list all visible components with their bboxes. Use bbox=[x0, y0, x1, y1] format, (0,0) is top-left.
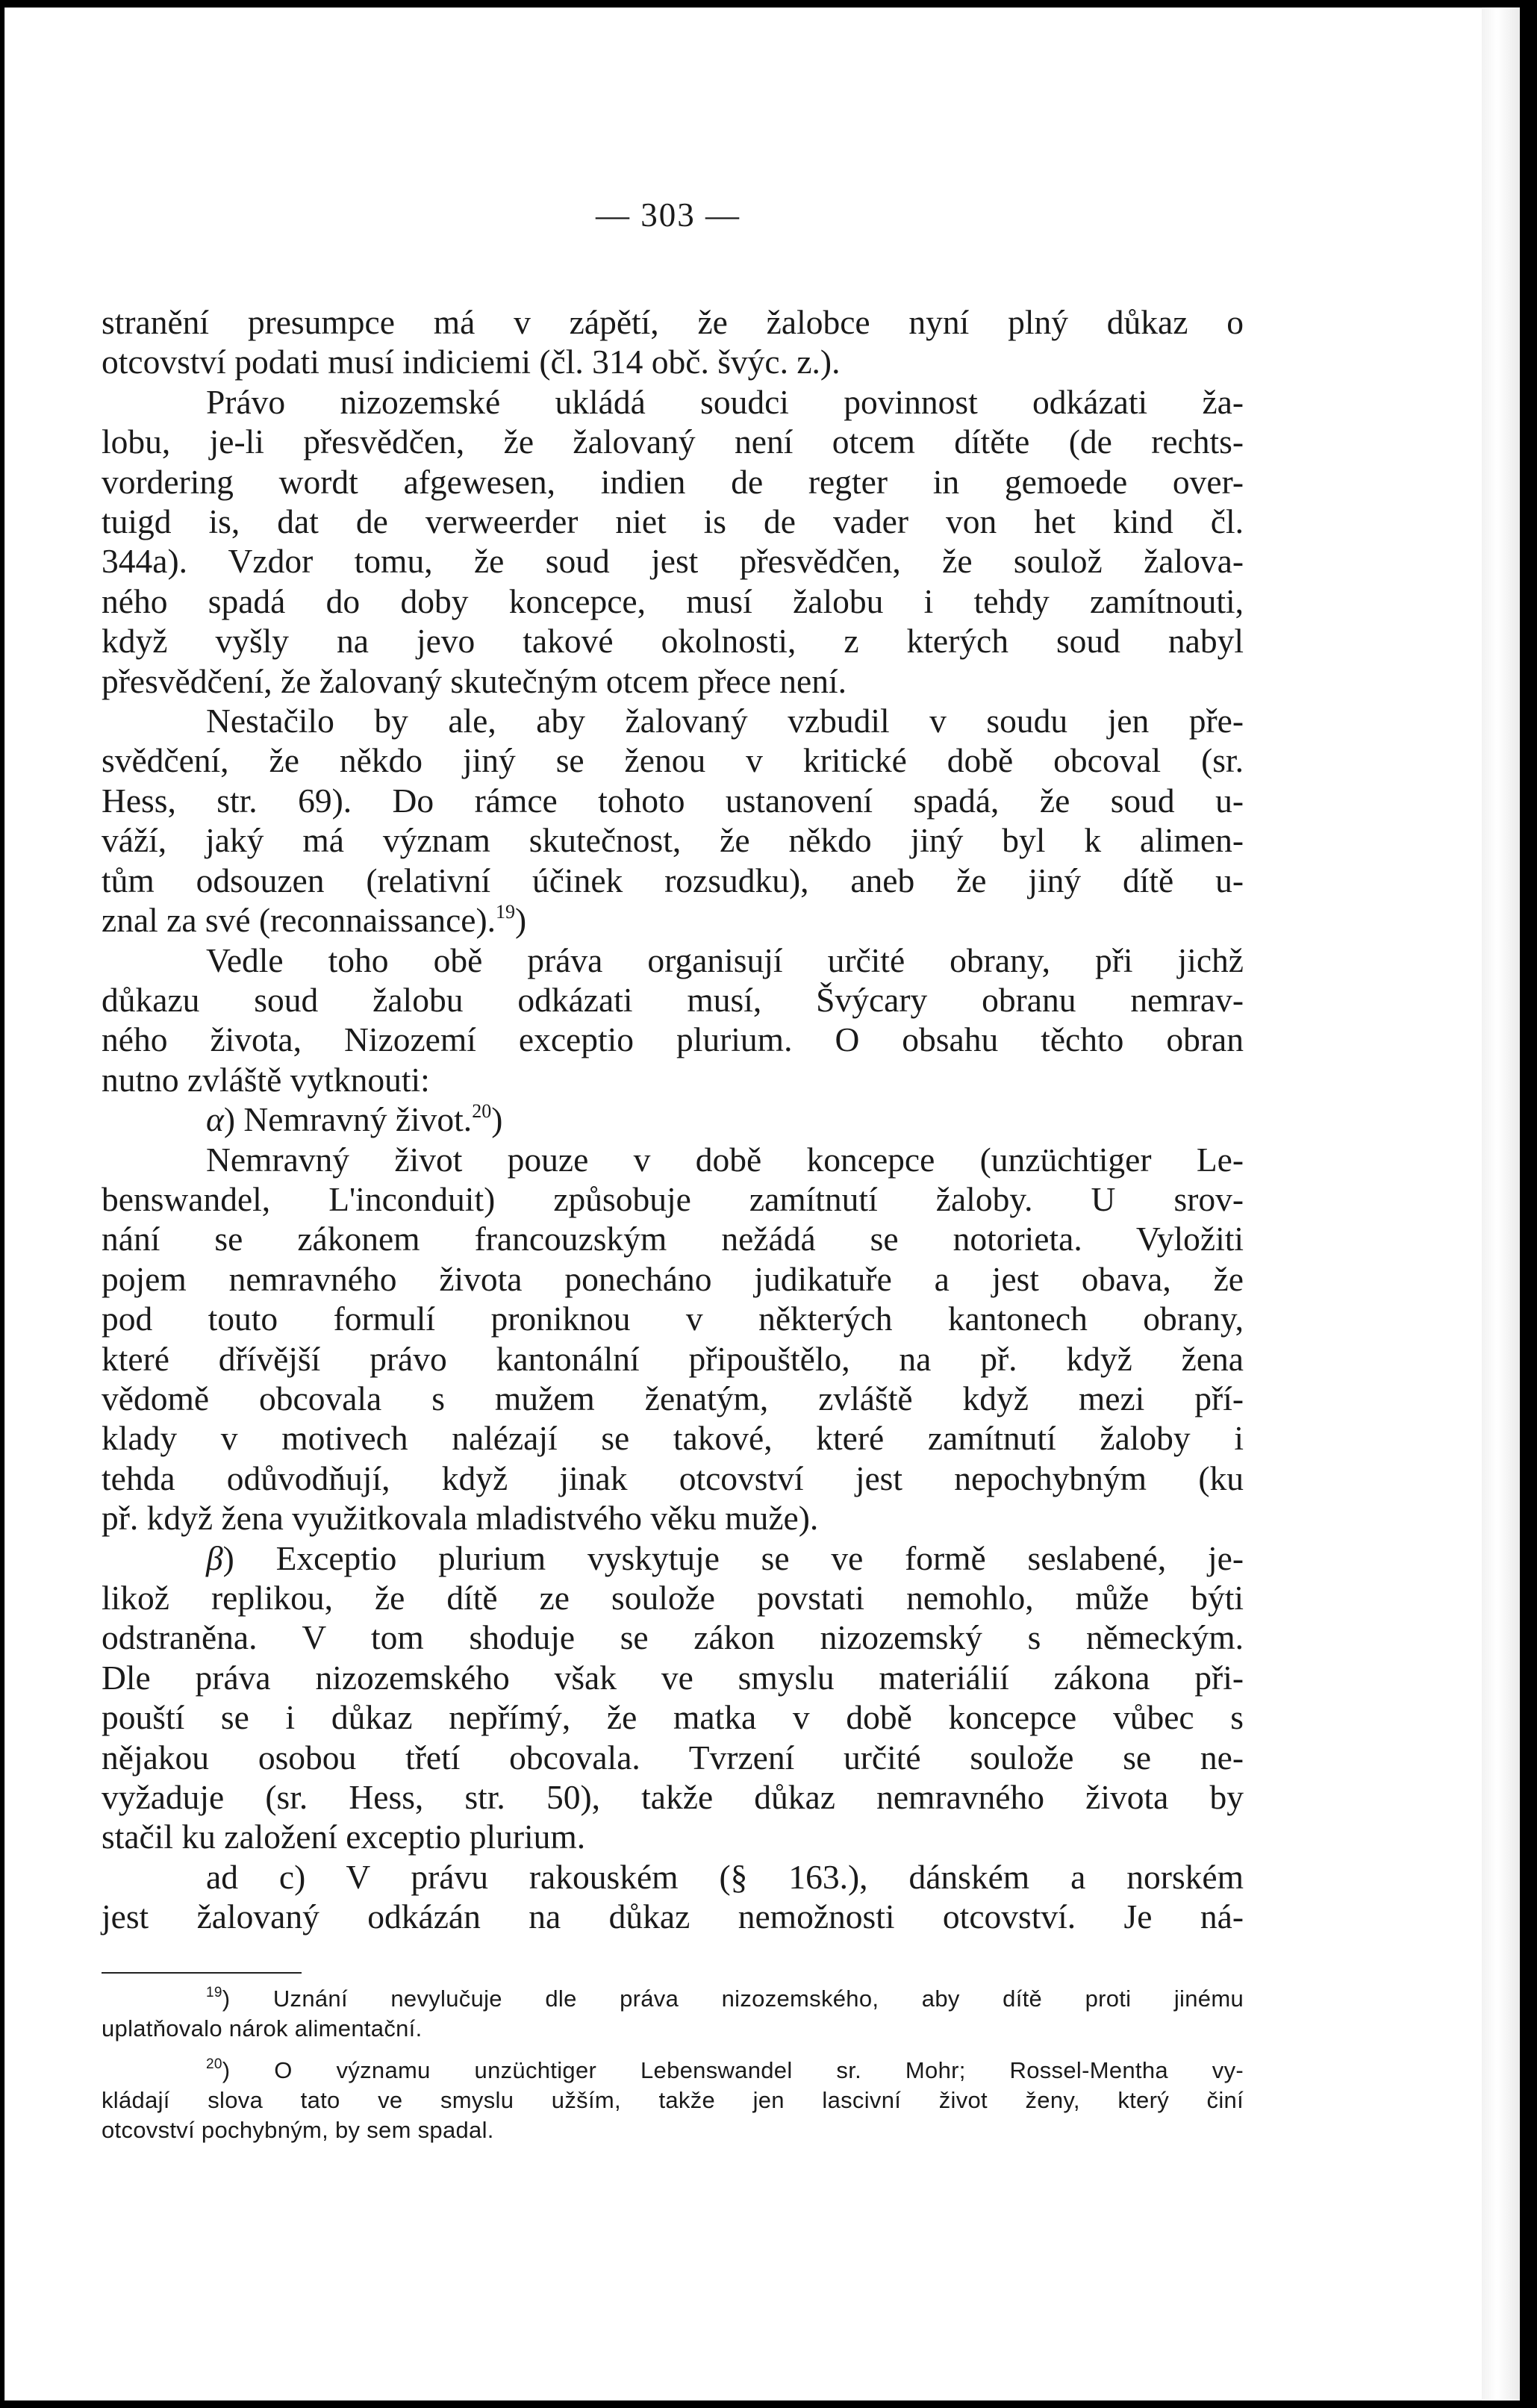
text-line: Hess, str. 69). Do rámce tohoto ustanovení spadá, že soud u- bbox=[102, 781, 1244, 820]
text-line: Právo nizozemské ukládá soudci povinnost odkázati ža- bbox=[206, 382, 1244, 421]
beta-marker: β bbox=[206, 1538, 223, 1577]
text-line: lobu, je-li přesvědčen, že žalovaný není otcem dítěte (de rechts- bbox=[102, 422, 1244, 461]
text-fragment: znal za své (reconnaissance). bbox=[102, 901, 496, 940]
text-line: odstraněna. V tom shoduje se zákon nizozemský s německým. bbox=[102, 1618, 1244, 1657]
text-line: vědomě obcovala s mužem ženatým, zvláště když mezi pří- bbox=[102, 1379, 1244, 1417]
text-line: které dřívější právo kantonální připouštělo, na př. když žena bbox=[102, 1339, 1244, 1378]
body-text bbox=[102, 302, 1244, 1937]
text-line: vyžaduje (sr. Hess, str. 50), takže důkaz nemravného života by bbox=[102, 1778, 1244, 1817]
section-heading-alpha bbox=[102, 1099, 1244, 1139]
text-fragment: ) bbox=[515, 901, 527, 940]
text-line: nání se zákonem francouzským nežádá se notorieta. Vyložiti bbox=[102, 1220, 1244, 1258]
footnote-line: uplatňovalo nárok alimentační. bbox=[102, 2015, 423, 2042]
text-fragment: ) Nemravný život. bbox=[223, 1100, 473, 1139]
footnote-text: ) O významu unzüchtiger Lebenswandel sr. Mohr; Rossel-Mentha vy- bbox=[222, 2057, 1244, 2083]
text-line: když vyšly na jevo takové okolnosti, z kterých soud nabyl bbox=[102, 622, 1244, 661]
text-line: nějakou osobou třetí obcovala. Tvrzení určité soulože se ne- bbox=[102, 1738, 1244, 1777]
text-line: nutno zvláště vytknouti: bbox=[102, 1060, 430, 1099]
footnote-separator bbox=[102, 1972, 302, 1974]
footnote-ref-20: 20 bbox=[472, 1100, 492, 1123]
text-line: tuigd is, dat de verweerder niet is de vader von het kind čl. bbox=[102, 502, 1244, 541]
footnote-ref-19: 19 bbox=[496, 901, 516, 923]
text-line: pod touto formulí proniknou v některých kantonech obrany, bbox=[102, 1300, 1244, 1338]
text-line: stranění presumpce má v zápětí, že žalobce nyní plný důkaz o bbox=[102, 303, 1244, 341]
text-line bbox=[102, 900, 1244, 940]
text-line: Vedle toho obě práva organisují určité obrany, při jichž bbox=[206, 941, 1244, 979]
footnote-gap bbox=[102, 2044, 1244, 2056]
text-line: přesvědčení, že žalovaný skutečným otcem přece není. bbox=[102, 661, 847, 700]
text-line: svědčení, že někdo jiný se ženou v kritické době obcoval (sr. bbox=[102, 741, 1244, 780]
footnote-20 bbox=[102, 2056, 1244, 2086]
text-line: ad c) V právu rakouském (§ 163.), dánském a norském bbox=[206, 1857, 1244, 1896]
text-line: benswandel, L'inconduit) způsobuje zamítnutí žaloby. U srov- bbox=[102, 1179, 1244, 1218]
text-line: 344a). Vzdor tomu, že soud jest přesvědčen, že soulož žalova- bbox=[102, 542, 1244, 581]
text-line: ného života, Nizozemí exceptio plurium. O obsahu těchto obran bbox=[102, 1020, 1244, 1059]
text-line: stačil ku založení exceptio plurium. bbox=[102, 1818, 586, 1856]
text-line: tům odsouzen (relativní účinek rozsudku), aneb že jiný dítě u- bbox=[102, 861, 1244, 899]
alpha-marker: α bbox=[206, 1100, 224, 1139]
footnote-19 bbox=[102, 1984, 1244, 2014]
text-line: Nemravný život pouze v době koncepce (unzüchtiger Le- bbox=[206, 1140, 1244, 1179]
footnote-line: kládají slova tato ve smyslu užším, takže jen lascivní život ženy, který činí bbox=[102, 2087, 1244, 2113]
footnote-text: ) Uznání nevylučuje dle práva nizozemského, aby dítě proti jinému bbox=[222, 1986, 1244, 2012]
text-line: Dle práva nizozemského však ve smyslu materiálií zákona při- bbox=[102, 1658, 1244, 1697]
text-line: otcovství podati musí indiciemi (čl. 314 obč. švýc. z.). bbox=[102, 343, 841, 381]
footnote-line: otcovství pochybným, by sem spadal. bbox=[102, 2117, 494, 2143]
footnote-number: 20 bbox=[206, 2056, 222, 2072]
text-line: likož replikou, že dítě ze soulože povstati nemohlo, může býti bbox=[102, 1579, 1244, 1617]
text-line: důkazu soud žalobu odkázati musí, Švýcary obranu nemrav- bbox=[102, 980, 1244, 1019]
text-line: tehda odůvodňují, když jinak otcovství jest nepochybným (ku bbox=[102, 1459, 1244, 1497]
footnote-number: 19 bbox=[206, 1985, 222, 2000]
text-fragment: ) bbox=[491, 1100, 503, 1139]
section-heading-beta bbox=[102, 1538, 1244, 1578]
text-line: ného spadá do doby koncepce, musí žalobu i tehdy zamítnouti, bbox=[102, 581, 1244, 620]
text-line: klady v motivech nalézají se takové, které zamítnutí žaloby i bbox=[102, 1419, 1244, 1458]
text-fragment: ) Exceptio plurium vyskytuje se ve formě seslabené, je- bbox=[222, 1538, 1244, 1577]
page-number: — 303 — bbox=[596, 196, 741, 234]
text-line: Nestačilo by ale, aby žalovaný vzbudil v soudu jen pře- bbox=[206, 702, 1244, 740]
text-line: pouští se i důkaz nepřímý, že matka v době koncepce vůbec s bbox=[102, 1698, 1244, 1737]
text-line: př. když žena využitkovala mladistvého věku muže). bbox=[102, 1499, 819, 1538]
footnotes bbox=[102, 1984, 1244, 2145]
text-line: vordering wordt afgewesen, indien de regter in gemoede over- bbox=[102, 462, 1244, 501]
text-line: pojem nemravného života ponecháno judikatuře a jest obava, že bbox=[102, 1259, 1244, 1298]
text-line: jest žalovaný odkázán na důkaz nemožnosti otcovství. Je ná- bbox=[102, 1897, 1244, 1936]
text-line: váží, jaký má význam skutečnost, že někdo jiný byl k alimen- bbox=[102, 821, 1244, 860]
